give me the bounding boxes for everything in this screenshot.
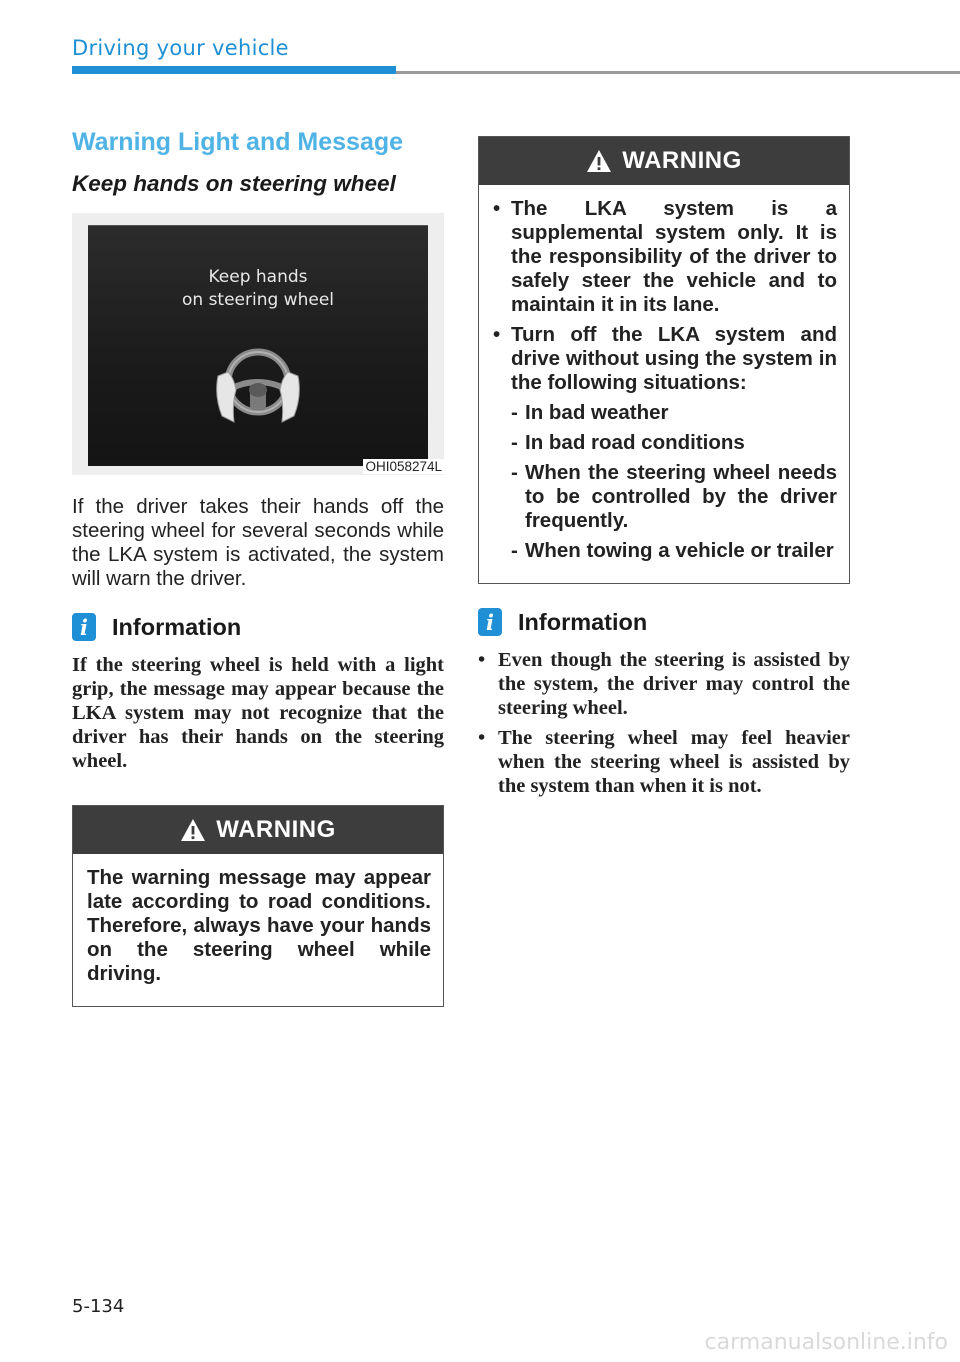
page-number: 5-134 — [72, 1296, 125, 1317]
info-title: Information — [518, 608, 648, 635]
warning-header — [73, 806, 443, 854]
header-rule — [396, 71, 960, 74]
header-accent-bar — [72, 66, 396, 74]
watermark: carmanualsonline.info — [704, 1330, 948, 1355]
situation-item: - When towing a vehicle or trailer — [511, 539, 837, 563]
info-icon: i — [478, 608, 502, 636]
situation-item: - In bad weather — [511, 401, 837, 425]
display-message — [88, 266, 428, 312]
steering-wheel-hands-icon — [208, 338, 308, 430]
info-title: Information — [112, 613, 242, 640]
warning-bullet: • The LKA system is a supplemental system only. It is the responsibility of the driver to safely steer the vehicle and to maintain it in its lane. — [493, 197, 837, 317]
info-heading — [478, 608, 850, 636]
body-paragraph: If the driver takes their hands off the steering wheel for several seconds while the LKA system is activated, the system will warn the driver. — [72, 495, 444, 590]
warning-triangle-icon — [180, 818, 206, 842]
sub-title: Keep hands on steering wheel — [72, 171, 396, 196]
warning-bullet-text: Turn off the LKA system and drive without using the system in the following situations: — [511, 323, 837, 394]
situation-item: - In bad road conditions — [511, 431, 837, 455]
situation-item: - When the steering wheel needs to be controlled by the driver frequently. — [511, 461, 837, 533]
figure-code: OHI058274L — [365, 459, 442, 474]
situation-list — [511, 401, 837, 563]
warning-text: The warning message may appear late according to road conditions. Therefore, always have your hands on the steering wheel while driving. — [87, 866, 431, 985]
cluster-figure — [72, 213, 444, 475]
cluster-display — [88, 225, 428, 466]
warning-box-left — [72, 805, 444, 1007]
info-bullet: • Even though the steering is assisted by the system, the driver may control the steering wheel. — [478, 648, 850, 720]
warning-triangle-icon — [586, 149, 612, 173]
info-text: If the steering wheel is held with a light grip, the message may appear because the LKA system may not recognize that the driver has their hands on the steering wheel. — [72, 654, 444, 772]
warning-list — [493, 197, 837, 563]
info-bullet-list — [478, 648, 850, 798]
warning-label: WARNING — [216, 816, 336, 843]
warning-body — [479, 185, 849, 583]
info-icon: i — [72, 613, 96, 641]
left-column — [72, 128, 444, 1007]
warning-label: WARNING — [622, 147, 742, 174]
right-column — [478, 136, 850, 804]
display-message-line1: Keep hands — [208, 267, 308, 287]
info-bullet: • The steering wheel may feel heavier when the steering wheel is assisted by the system than when it is not. — [478, 726, 850, 798]
header-title: Driving your vehicle — [72, 36, 289, 60]
display-message-line2: on steering wheel — [181, 290, 335, 310]
warning-header — [479, 137, 849, 185]
info-heading — [72, 613, 444, 641]
warning-box-right — [478, 136, 850, 584]
section-title: Warning Light and Message — [72, 128, 404, 156]
warning-bullet — [493, 323, 837, 563]
